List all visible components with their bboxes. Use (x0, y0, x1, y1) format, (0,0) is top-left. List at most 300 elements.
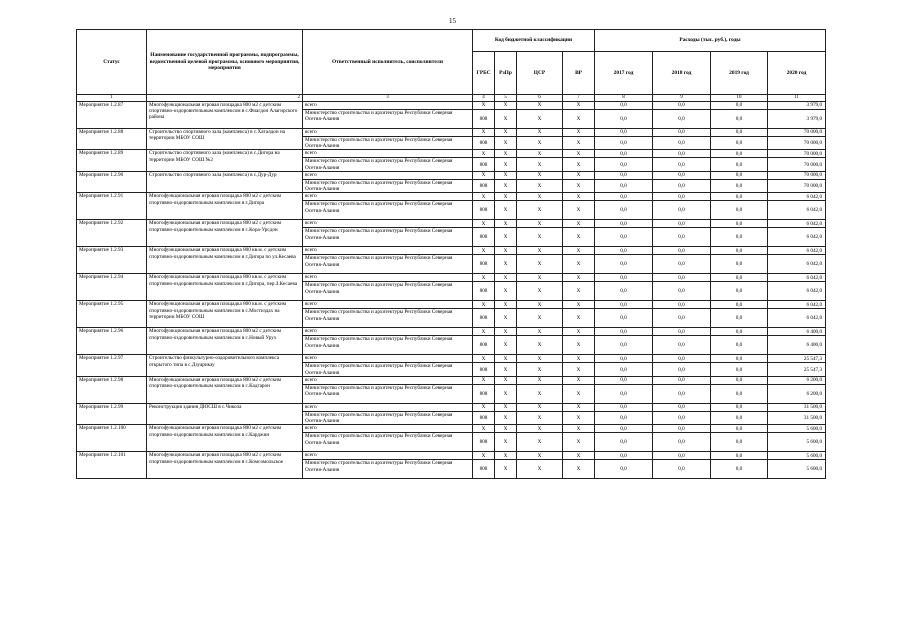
row-status: Мероприятие 1.2.95 (77, 301, 147, 328)
row-grbs-total: Х (473, 274, 495, 282)
row-2019: 0,0 (711, 282, 768, 301)
row-2019-total: 0,0 (711, 425, 768, 433)
row-2017-total: 0,0 (595, 425, 653, 433)
row-rzpr: Х (495, 179, 517, 192)
row-2018: 0,0 (653, 384, 711, 403)
row-2017: 0,0 (595, 137, 653, 150)
row-2019: 0,0 (711, 228, 768, 247)
table-row (77, 274, 826, 282)
row-csr-total: Х (517, 452, 563, 460)
row-2020: 70 000,0 (768, 137, 826, 150)
table-row (77, 247, 826, 255)
row-2017: 0,0 (595, 255, 653, 274)
row-rzpr: Х (495, 363, 517, 376)
row-2017-total: 0,0 (595, 403, 653, 411)
row-2019: 0,0 (711, 309, 768, 328)
row-executor-total: всего (303, 301, 473, 309)
row-rzpr-total: Х (495, 129, 517, 137)
row-rzpr-total: Х (495, 274, 517, 282)
row-grbs: 808 (473, 179, 495, 192)
row-2018: 0,0 (653, 309, 711, 328)
row-vr: Х (563, 201, 595, 220)
row-status: Мероприятие 1.2.92 (77, 220, 147, 247)
row-2020: 6 200,0 (768, 384, 826, 403)
row-grbs-total: Х (473, 452, 495, 460)
row-status: Мероприятие 1.2.94 (77, 274, 147, 301)
row-grbs: 808 (473, 137, 495, 150)
row-2019-total: 0,0 (711, 247, 768, 255)
row-rzpr-total: Х (495, 376, 517, 384)
header-2019: 2019 год (711, 52, 768, 95)
row-2018-total: 0,0 (653, 102, 711, 110)
row-executor-total: всего (303, 193, 473, 201)
row-name: Многофункциональная игровая площадка 800 м2 с детским спортивно-оздоровительным комплексом в г.Дигора (147, 193, 303, 220)
row-name: Строительство спортивного зала (комплекса) в с.Дигора на территории МБОУ СОШ №2 (147, 150, 303, 171)
column-number: 10 (711, 95, 768, 102)
row-vr: Х (563, 460, 595, 479)
row-2020-total: 6 200,0 (768, 376, 826, 384)
row-2018-total: 0,0 (653, 247, 711, 255)
row-rzpr-total: Х (495, 301, 517, 309)
row-grbs-total: Х (473, 247, 495, 255)
row-2020: 70 000,0 (768, 179, 826, 192)
row-2017-total: 0,0 (595, 102, 653, 110)
row-vr-total: Х (563, 193, 595, 201)
row-2019-total: 0,0 (711, 328, 768, 336)
row-2019: 0,0 (711, 179, 768, 192)
row-csr-total: Х (517, 150, 563, 158)
page-number: 15 (449, 17, 456, 25)
row-executor-total: всего (303, 102, 473, 110)
row-grbs-total: Х (473, 355, 495, 363)
row-grbs-total: Х (473, 403, 495, 411)
row-2019-total: 0,0 (711, 193, 768, 201)
row-executor-ministry: Министерство строительства и архитектуры Республики Северная Осетия-Алания (303, 228, 473, 247)
row-grbs: 808 (473, 460, 495, 479)
row-2020-total: 5 600,0 (768, 452, 826, 460)
row-2018: 0,0 (653, 179, 711, 192)
row-2019: 0,0 (711, 336, 768, 355)
row-2017-total: 0,0 (595, 150, 653, 158)
row-2017-total: 0,0 (595, 301, 653, 309)
row-executor-total: всего (303, 150, 473, 158)
column-number: 8 (595, 95, 653, 102)
row-csr-total: Х (517, 376, 563, 384)
row-vr-total: Х (563, 171, 595, 179)
header-2020: 2020 год (768, 52, 826, 95)
row-csr: Х (517, 137, 563, 150)
row-2020-total: 70 000,0 (768, 129, 826, 137)
row-grbs-total: Х (473, 425, 495, 433)
row-2018: 0,0 (653, 363, 711, 376)
table-row (77, 220, 826, 228)
row-executor-ministry: Министерство строительства и архитектуры Республики Северная Осетия-Алания (303, 158, 473, 171)
row-vr-total: Х (563, 403, 595, 411)
row-csr: Х (517, 363, 563, 376)
row-csr-total: Х (517, 102, 563, 110)
row-name: Строительство спортивного зала (комплекса) в с.Хаталдон на территории МБОУ СОШ (147, 129, 303, 150)
row-2020-total: 6 042,0 (768, 193, 826, 201)
row-vr-total: Х (563, 355, 595, 363)
row-2019-total: 0,0 (711, 102, 768, 110)
column-number: 5 (495, 95, 517, 102)
row-2020: 3 979,0 (768, 110, 826, 129)
row-csr: Х (517, 201, 563, 220)
row-2017: 0,0 (595, 411, 653, 424)
row-2017-total: 0,0 (595, 274, 653, 282)
row-executor-ministry: Министерство строительства и архитектуры Республики Северная Осетия-Алания (303, 433, 473, 452)
row-csr: Х (517, 309, 563, 328)
row-status: Мероприятие 1.2.88 (77, 129, 147, 150)
row-2019-total: 0,0 (711, 171, 768, 179)
row-2018-total: 0,0 (653, 150, 711, 158)
row-executor-ministry: Министерство строительства и архитектуры Республики Северная Осетия-Алания (303, 137, 473, 150)
column-number: 2 (147, 95, 303, 102)
row-grbs: 808 (473, 201, 495, 220)
row-csr: Х (517, 411, 563, 424)
row-rzpr: Х (495, 336, 517, 355)
row-status: Мероприятие 1.2.101 (77, 452, 147, 479)
row-vr: Х (563, 363, 595, 376)
row-grbs-total: Х (473, 220, 495, 228)
row-executor-total: всего (303, 376, 473, 384)
row-status: Мероприятие 1.2.99 (77, 403, 147, 424)
table-row (77, 452, 826, 460)
table-row (77, 129, 826, 137)
row-status: Мероприятие 1.2.93 (77, 247, 147, 274)
row-executor-ministry: Министерство строительства и архитектуры Республики Северная Осетия-Алания (303, 384, 473, 403)
row-executor-total: всего (303, 403, 473, 411)
row-2020-total: 31 500,0 (768, 403, 826, 411)
row-csr: Х (517, 282, 563, 301)
row-2017: 0,0 (595, 228, 653, 247)
row-grbs: 808 (473, 110, 495, 129)
row-2020: 5 600,0 (768, 433, 826, 452)
row-2018-total: 0,0 (653, 452, 711, 460)
row-rzpr: Х (495, 411, 517, 424)
row-csr: Х (517, 255, 563, 274)
row-vr: Х (563, 433, 595, 452)
row-vr-total: Х (563, 452, 595, 460)
row-grbs-total: Х (473, 171, 495, 179)
table-row (77, 150, 826, 158)
table-row (77, 425, 826, 433)
row-rzpr: Х (495, 201, 517, 220)
row-vr-total: Х (563, 376, 595, 384)
header-expenses: Расходы (тыс. руб.), годы (595, 30, 826, 52)
row-2018: 0,0 (653, 460, 711, 479)
row-rzpr-total: Х (495, 150, 517, 158)
row-name: Многофункциональная игровая площадка 800 кв.м. с детским спортивно-оздоровительным комплексом в г.Дигора по ул.Кесаева (147, 247, 303, 274)
row-executor-total: всего (303, 129, 473, 137)
row-2017: 0,0 (595, 384, 653, 403)
row-2020-total: 6 042,0 (768, 301, 826, 309)
row-executor-ministry: Министерство строительства и архитектуры Республики Северная Осетия-Алания (303, 201, 473, 220)
row-vr-total: Х (563, 328, 595, 336)
budget-table (76, 29, 826, 479)
row-vr: Х (563, 282, 595, 301)
row-2020-total: 70 000,0 (768, 150, 826, 158)
row-rzpr-total: Х (495, 328, 517, 336)
row-grbs-total: Х (473, 150, 495, 158)
row-vr: Х (563, 255, 595, 274)
column-number: 1 (77, 95, 147, 102)
row-rzpr: Х (495, 384, 517, 403)
row-2017-total: 0,0 (595, 355, 653, 363)
row-grbs: 808 (473, 433, 495, 452)
row-2019-total: 0,0 (711, 301, 768, 309)
row-executor-total: всего (303, 274, 473, 282)
row-csr: Х (517, 158, 563, 171)
row-executor-total: всего (303, 328, 473, 336)
column-number: 11 (768, 95, 826, 102)
table-row (77, 355, 826, 363)
row-2018-total: 0,0 (653, 220, 711, 228)
row-2018: 0,0 (653, 282, 711, 301)
row-2017: 0,0 (595, 336, 653, 355)
row-csr: Х (517, 460, 563, 479)
row-2018: 0,0 (653, 433, 711, 452)
row-name: Строительство спортивного зала (комплекса) в с.Дур-Дур (147, 171, 303, 192)
row-executor-ministry: Министерство строительства и архитектуры Республики Северная Осетия-Алания (303, 309, 473, 328)
row-rzpr: Х (495, 255, 517, 274)
table-body (77, 102, 826, 479)
row-2019-total: 0,0 (711, 274, 768, 282)
row-csr-total: Х (517, 301, 563, 309)
row-rzpr-total: Х (495, 220, 517, 228)
row-2019: 0,0 (711, 137, 768, 150)
row-vr: Х (563, 309, 595, 328)
row-csr: Х (517, 179, 563, 192)
row-2017-total: 0,0 (595, 328, 653, 336)
row-2017-total: 0,0 (595, 376, 653, 384)
column-number: 9 (653, 95, 711, 102)
row-grbs: 808 (473, 363, 495, 376)
row-vr-total: Х (563, 301, 595, 309)
row-name: Многофункциональная игровая площадка 800 кв.м. с детским спортивно-оздоровительным комплексом в с.Мостиздах на территории МБОУ СОШ (147, 301, 303, 328)
row-grbs: 808 (473, 158, 495, 171)
row-rzpr: Х (495, 460, 517, 479)
header-2018: 2018 год (653, 52, 711, 95)
row-status: Мероприятие 1.2.87 (77, 102, 147, 129)
row-executor-ministry: Министерство строительства и архитектуры Республики Северная Осетия-Алания (303, 363, 473, 376)
row-rzpr-total: Х (495, 355, 517, 363)
row-2018: 0,0 (653, 201, 711, 220)
row-executor-ministry: Министерство строительства и архитектуры Республики Северная Осетия-Алания (303, 460, 473, 479)
row-2019: 0,0 (711, 255, 768, 274)
row-vr: Х (563, 336, 595, 355)
header-executor: Ответственный исполнитель, соисполнители (303, 30, 473, 95)
row-vr-total: Х (563, 247, 595, 255)
row-rzpr: Х (495, 282, 517, 301)
row-executor-ministry: Министерство строительства и архитектуры Республики Северная Осетия-Алания (303, 179, 473, 192)
row-executor-total: всего (303, 425, 473, 433)
row-2017: 0,0 (595, 282, 653, 301)
row-vr-total: Х (563, 425, 595, 433)
row-csr: Х (517, 110, 563, 129)
row-2019: 0,0 (711, 363, 768, 376)
row-grbs-total: Х (473, 376, 495, 384)
row-grbs-total: Х (473, 328, 495, 336)
row-rzpr: Х (495, 110, 517, 129)
row-grbs-total: Х (473, 102, 495, 110)
row-grbs: 808 (473, 309, 495, 328)
row-rzpr: Х (495, 433, 517, 452)
row-csr-total: Х (517, 129, 563, 137)
column-number: 4 (473, 95, 495, 102)
row-2020: 6 042,0 (768, 255, 826, 274)
row-2019: 0,0 (711, 433, 768, 452)
row-grbs: 808 (473, 255, 495, 274)
row-executor-ministry: Министерство строительства и архитектуры Республики Северная Осетия-Алания (303, 282, 473, 301)
row-vr-total: Х (563, 102, 595, 110)
row-2019: 0,0 (711, 411, 768, 424)
row-2020-total: 6 042,0 (768, 247, 826, 255)
row-2020-total: 70 000,0 (768, 171, 826, 179)
table-row (77, 102, 826, 110)
row-csr: Х (517, 384, 563, 403)
row-2018-total: 0,0 (653, 274, 711, 282)
row-2017: 0,0 (595, 158, 653, 171)
row-2017-total: 0,0 (595, 171, 653, 179)
row-2019: 0,0 (711, 384, 768, 403)
row-executor-ministry: Министерство строительства и архитектуры Республики Северная Осетия-Алания (303, 336, 473, 355)
table-row (77, 171, 826, 179)
row-csr: Х (517, 228, 563, 247)
header-status: Статус (77, 30, 147, 95)
row-status: Мероприятие 1.2.90 (77, 171, 147, 192)
row-csr-total: Х (517, 328, 563, 336)
column-number: 7 (563, 95, 595, 102)
row-2020: 6 042,0 (768, 201, 826, 220)
row-2020-total: 6 400,0 (768, 328, 826, 336)
row-executor-total: всего (303, 220, 473, 228)
row-csr-total: Х (517, 355, 563, 363)
row-executor-total: всего (303, 355, 473, 363)
row-2020: 25 547,3 (768, 363, 826, 376)
row-vr: Х (563, 137, 595, 150)
row-status: Мероприятие 1.2.98 (77, 376, 147, 403)
row-2019: 0,0 (711, 158, 768, 171)
row-executor-ministry: Министерство строительства и архитектуры Республики Северная Осетия-Алания (303, 110, 473, 129)
row-2020-total: 6 042,0 (768, 220, 826, 228)
row-2019-total: 0,0 (711, 129, 768, 137)
row-2017-total: 0,0 (595, 220, 653, 228)
row-executor-total: всего (303, 452, 473, 460)
row-rzpr-total: Х (495, 193, 517, 201)
row-2017: 0,0 (595, 201, 653, 220)
row-csr-total: Х (517, 403, 563, 411)
row-2020: 6 042,0 (768, 228, 826, 247)
row-rzpr-total: Х (495, 171, 517, 179)
row-status: Мероприятие 1.2.100 (77, 425, 147, 452)
table-row (77, 193, 826, 201)
row-vr: Х (563, 384, 595, 403)
row-rzpr: Х (495, 228, 517, 247)
row-rzpr-total: Х (495, 425, 517, 433)
row-csr-total: Х (517, 171, 563, 179)
row-2017-total: 0,0 (595, 247, 653, 255)
header-csr: ЦСР (517, 52, 563, 95)
row-vr: Х (563, 110, 595, 129)
row-2017: 0,0 (595, 179, 653, 192)
row-2017-total: 0,0 (595, 193, 653, 201)
row-name: Многофункциональная игровая площадка 800 м2 с детским спортивно-оздоровительным комплексом в с.Кора-Урсдон (147, 220, 303, 247)
row-csr-total: Х (517, 274, 563, 282)
row-2018-total: 0,0 (653, 301, 711, 309)
row-2018-total: 0,0 (653, 403, 711, 411)
row-2018: 0,0 (653, 110, 711, 129)
row-status: Мероприятие 1.2.91 (77, 193, 147, 220)
row-csr-total: Х (517, 247, 563, 255)
row-2019: 0,0 (711, 110, 768, 129)
row-name: Многофункциональная игровая площадка 800 м2 с детским спортивно-оздоровительным комплексом в с.Новый Урух (147, 328, 303, 355)
row-2020: 6 042,0 (768, 282, 826, 301)
row-status: Мероприятие 1.2.97 (77, 355, 147, 376)
row-2019-total: 0,0 (711, 150, 768, 158)
row-2020: 31 500,0 (768, 411, 826, 424)
header-2017: 2017 год (595, 52, 653, 95)
row-2018: 0,0 (653, 228, 711, 247)
row-2018-total: 0,0 (653, 193, 711, 201)
header-vr: ВР (563, 52, 595, 95)
row-2019-total: 0,0 (711, 403, 768, 411)
row-rzpr: Х (495, 158, 517, 171)
table-row (77, 376, 826, 384)
row-name: Строительство физкультурно-оздоровительного комплекса открытого типа в с.Дзуарикау (147, 355, 303, 376)
row-grbs: 808 (473, 228, 495, 247)
row-2017: 0,0 (595, 433, 653, 452)
row-rzpr-total: Х (495, 102, 517, 110)
row-executor-total: всего (303, 171, 473, 179)
row-2019: 0,0 (711, 460, 768, 479)
row-2017: 0,0 (595, 363, 653, 376)
column-number-row (77, 95, 826, 102)
row-2018-total: 0,0 (653, 425, 711, 433)
header-name: Наименование государственной программы, подпрограммы, ведомственной целевой программы, основного мероприятия, мероприятия (147, 30, 303, 95)
row-name: Реконструкция здания ДЮСШ в с.Чикола (147, 403, 303, 424)
row-rzpr-total: Х (495, 247, 517, 255)
row-2018: 0,0 (653, 255, 711, 274)
row-name: Многофункциональная игровая площадка 800 м2 с детским спортивно-оздоровительным комплексом в с.Фиагдон Алагирского района (147, 102, 303, 129)
row-vr-total: Х (563, 129, 595, 137)
row-2017-total: 0,0 (595, 129, 653, 137)
row-2019-total: 0,0 (711, 452, 768, 460)
row-name: Многофункциональная игровая площадка 800 м2 с детским спортивно-оздоровительным комплексом в с.Карджин (147, 425, 303, 452)
row-2020: 5 600,0 (768, 460, 826, 479)
row-name: Многофункциональная игровая площадка 800 м2 с детским спортивно-оздоровительным комплексом в с.Кадгарон (147, 376, 303, 403)
row-csr: Х (517, 336, 563, 355)
row-2018: 0,0 (653, 336, 711, 355)
row-2019-total: 0,0 (711, 376, 768, 384)
row-csr-total: Х (517, 425, 563, 433)
row-2020: 6 400,0 (768, 336, 826, 355)
row-rzpr-total: Х (495, 452, 517, 460)
row-2018-total: 0,0 (653, 171, 711, 179)
row-grbs-total: Х (473, 193, 495, 201)
row-grbs-total: Х (473, 301, 495, 309)
row-vr-total: Х (563, 274, 595, 282)
row-rzpr-total: Х (495, 403, 517, 411)
header-grbs: ГРБС (473, 52, 495, 95)
row-executor-total: всего (303, 247, 473, 255)
row-2020-total: 25 547,3 (768, 355, 826, 363)
row-2018-total: 0,0 (653, 355, 711, 363)
row-2018: 0,0 (653, 158, 711, 171)
row-executor-ministry: Министерство строительства и архитектуры Республики Северная Осетия-Алания (303, 411, 473, 424)
row-2020-total: 5 600,0 (768, 425, 826, 433)
table-row (77, 403, 826, 411)
